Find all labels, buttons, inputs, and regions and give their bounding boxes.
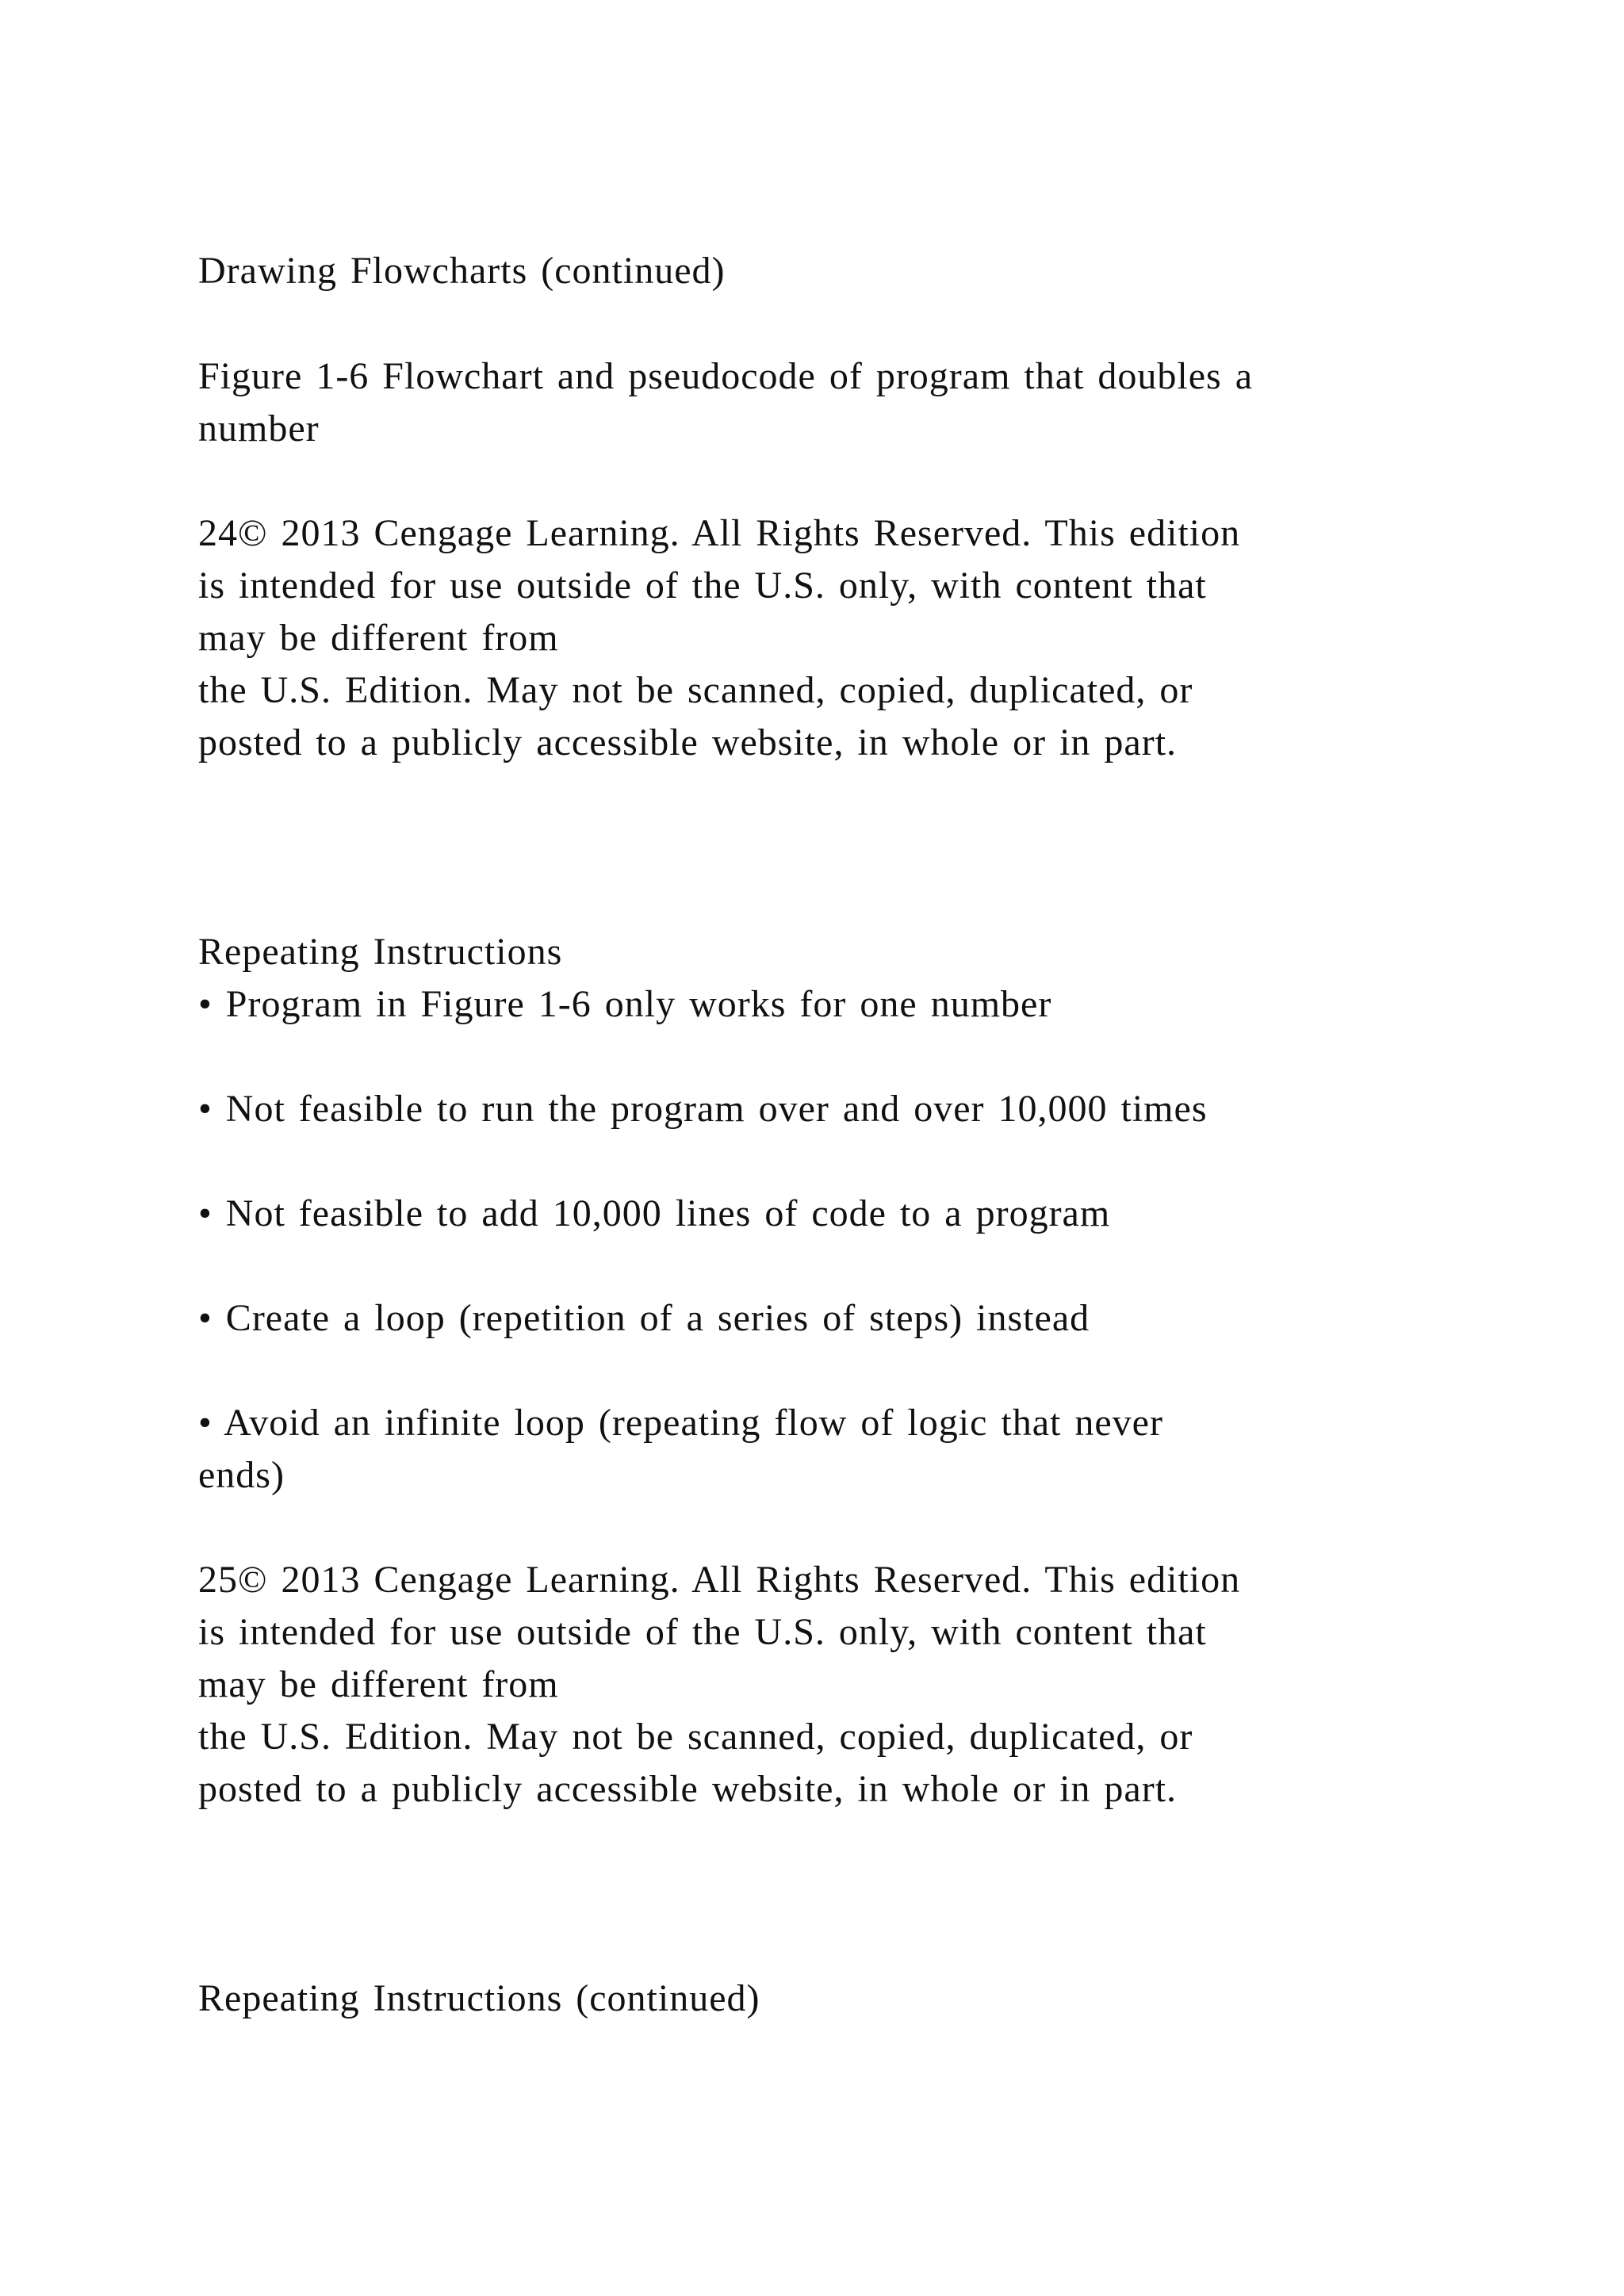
copyright-notice-24-line-3: may be different from: [198, 617, 559, 659]
figure-caption-line-1: Figure 1-6 Flowchart and pseudocode of program that doubles a: [198, 355, 1254, 397]
bullet-item-2: • Not feasible to run the program over and over 10,000 times: [198, 1088, 1208, 1130]
copyright-notice-25-line-4: the U.S. Edition. May not be scanned, copied, duplicated, or: [198, 1716, 1193, 1758]
copyright-notice-25-line-1: 25© 2013 Cengage Learning. All Rights Reserved. This edition: [198, 1559, 1241, 1601]
section-heading-drawing-flowcharts: Drawing Flowcharts (continued): [198, 250, 726, 292]
figure-caption-line-2: number: [198, 408, 320, 450]
bullet-item-5: • Avoid an infinite loop (repeating flow of logic that never: [198, 1402, 1163, 1444]
copyright-notice-25-line-5: posted to a publicly accessible website, in whole or in part.: [198, 1768, 1178, 1810]
section-heading-repeating-instructions-continued: Repeating Instructions (continued): [198, 1977, 760, 2019]
copyright-notice-25-line-2: is intended for use outside of the U.S. only, with content that: [198, 1611, 1207, 1653]
section-heading-repeating-instructions: Repeating Instructions: [198, 931, 563, 973]
document-page: [198, 0, 1467, 2296]
bullet-item-3: • Not feasible to add 10,000 lines of code to a program: [198, 1192, 1111, 1234]
bullet-item-5-continuation: ends): [198, 1454, 285, 1496]
bullet-item-1: • Program in Figure 1-6 only works for one number: [198, 983, 1052, 1025]
copyright-notice-24-line-1: 24© 2013 Cengage Learning. All Rights Reserved. This edition: [198, 512, 1241, 554]
copyright-notice-24-line-2: is intended for use outside of the U.S. only, with content that: [198, 564, 1207, 607]
copyright-notice-25-line-3: may be different from: [198, 1663, 559, 1705]
copyright-notice-24-line-5: posted to a publicly accessible website, in whole or in part.: [198, 721, 1178, 763]
bullet-item-4: • Create a loop (repetition of a series of steps) instead: [198, 1297, 1090, 1339]
copyright-notice-24-line-4: the U.S. Edition. May not be scanned, copied, duplicated, or: [198, 669, 1193, 711]
